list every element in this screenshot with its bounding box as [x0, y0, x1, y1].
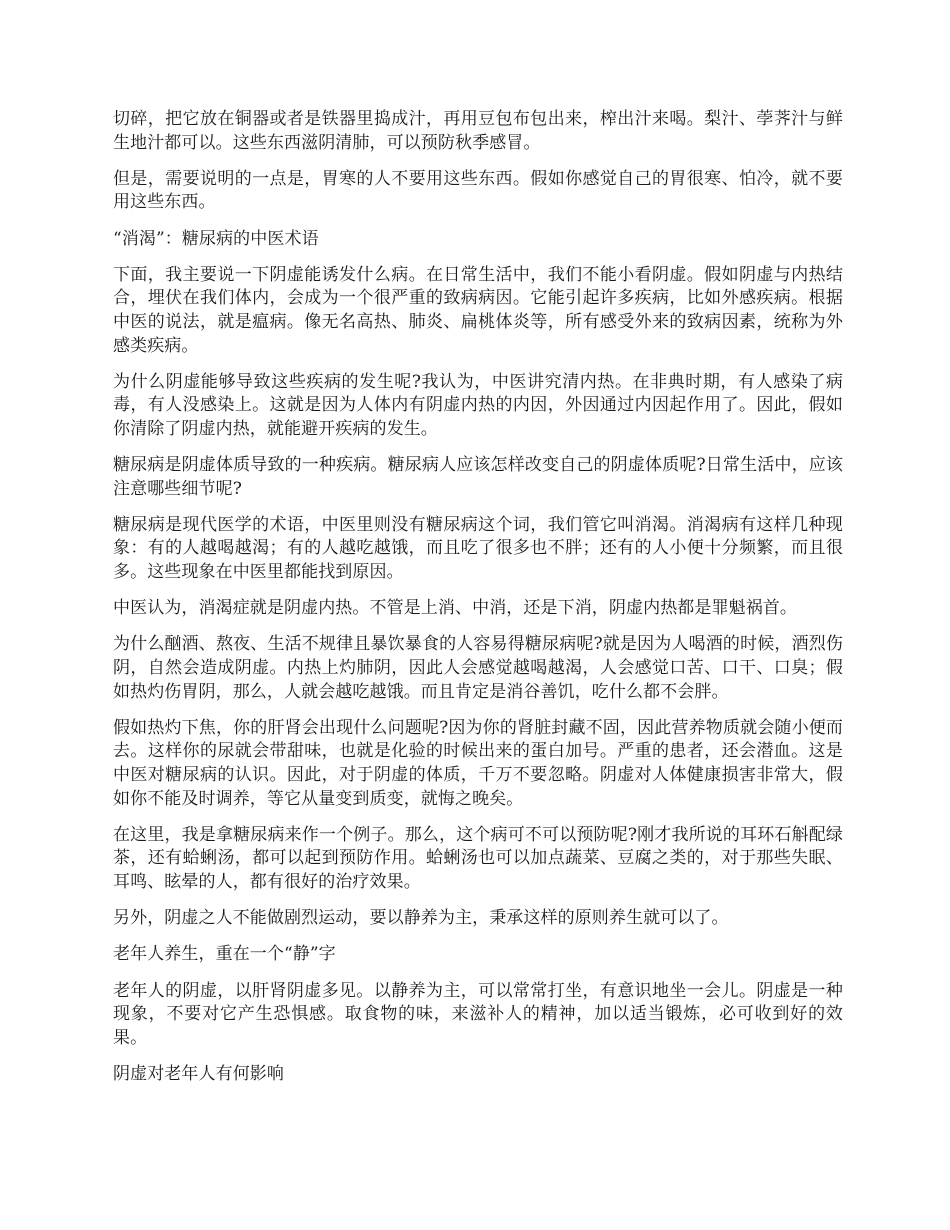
- paragraph-prevention-example: 在这里，我是拿糖尿病来作一个例子。那么，这个病可不可以预防呢?刚才我所说的耳环石斛配绿茶，还有蛤蜊汤，都可以起到预防作用。蛤蜊汤也可以加点蔬菜、豆腐之类的，对于那些失眠、耳鸣、眩晕的人，都有很好的治疗效果。: [113, 824, 843, 892]
- section-heading-elderly-impact: 阴虚对老年人有何影响: [113, 1063, 284, 1084]
- section-heading-xiaoke: “消渴”：糖尿病的中医术语: [113, 228, 319, 249]
- paragraph-liver-kidney: 假如热灼下焦，你的肝肾会出现什么问题呢?因为你的肾脏封藏不固，因此营养物质就会随小便而去。这样你的尿就会带甜味，也就是化验的时候出来的蛋白加号。严重的患者，还会潜血。这是中医对糖尿病的认识。因此，对于阴虚的体质，千万不要忽略。阴虚对人体健康损害非常大，假如你不能及时调养，等它从量变到质变，就悔之晚矣。: [113, 717, 843, 809]
- document-page: [113, 108, 843, 1099]
- section-heading-elderly: 老年人养生，重在一个“静”字: [113, 944, 336, 965]
- paragraph-stomach-cold: 但是，需要说明的一点是，胃寒的人不要用这些东西。假如你感觉自己的胃很寒、怕冷，就不要用这些东西。: [113, 168, 843, 213]
- paragraph-diabetes-question: 糖尿病是阴虚体质导致的一种疾病。糖尿病人应该怎样改变自己的阴虚体质呢?日常生活中，应该注意哪些细节呢?: [113, 455, 843, 499]
- paragraph-no-strenuous-exercise: 另外，阴虚之人不能做剧烈运动，要以静养为主，秉承这样的原则养生就可以了。: [113, 908, 729, 929]
- paragraph-diabetes-term: 糖尿病是现代医学的术语，中医里则没有糖尿病这个词，我们管它叫消渴。消渴病有这样几种现象：有的人越喝越渴；有的人越吃越饿，而且吃了很多也不胖；还有的人小便十分频繁，而且很多。这些现象在中医里都能找到原因。: [113, 514, 843, 583]
- paragraph-yin-deficiency-diseases: 下面，我主要说一下阴虚能诱发什么病。在日常生活中，我们不能小看阴虚。假如阴虚与内热结合，埋伏在我们体内，会成为一个很严重的致病病因。它能引起许多疾病，比如外感疾病。根据中医的说法，就是瘟病。像无名高热、肺炎、扁桃体炎等，所有感受外来的致病因素，统称为外感类疾病。: [113, 264, 843, 356]
- paragraph-elderly-yin: 老年人的阴虚，以肝肾阴虚多见。以静养为主，可以常常打坐，有意识地坐一会儿。阴虚是一种现象，不要对它产生恐惧感。取食物的味，来滋补人的精神，加以适当锻炼，必可收到好的效果。: [113, 980, 843, 1048]
- paragraph-why-yin-deficiency: 为什么阴虚能够导致这些疾病的发生呢?我认为，中医讲究清内热。在非典时期，有人感染了病毒，有人没感染上。这就是因为人体内有阴虚内热的内因，外因通过内因起作用了。因此，假如你清除了阴虚内热，就能避开疾病的发生。: [113, 371, 843, 439]
- paragraph-xiaoke-cause: 中医认为，消渴症就是阴虚内热。不管是上消、中消，还是下消，阴虚内热都是罪魁祸首。: [113, 598, 797, 619]
- paragraph-drinking-risk: 为什么酗酒、熬夜、生活不规律且暴饮暴食的人容易得糖尿病呢?就是因为人喝酒的时候，酒烈伤阴，自然会造成阴虚。内热上灼肺阴，因此人会感觉越喝越渴，人会感觉口苦、口干、口臭；假如热灼伤胃阴，那么，人就会越吃越饿。而且肯定是消谷善饥，吃什么都不会胖。: [113, 634, 843, 702]
- paragraph-pear-juice: 切碎，把它放在铜器或者是铁器里捣成汁，再用豆包布包出来，榨出汁来喝。梨汁、荸荠汁与鲜生地汁都可以。这些东西滋阴清肺，可以预防秋季感冒。: [113, 109, 843, 153]
